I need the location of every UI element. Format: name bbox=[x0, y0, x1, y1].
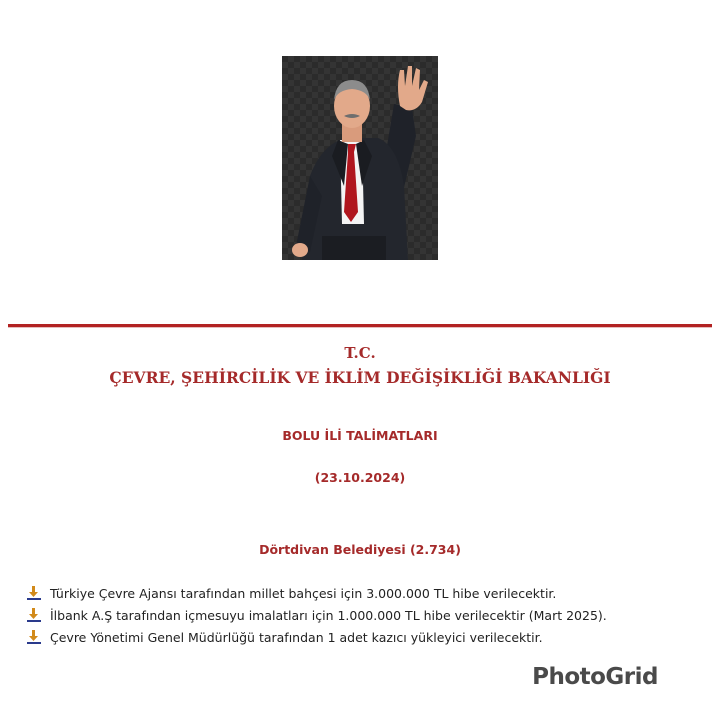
ministry-title: ÇEVRE, ŞEHİRCİLİK VE İKLİM DEĞİŞİKLİĞİ BAKANLIĞI bbox=[109, 368, 611, 387]
waving-man-illustration bbox=[282, 56, 438, 260]
list-item-text: Çevre Yönetimi Genel Müdürlüğü tarafından 1 adet kazıcı yükleyici verilecektir. bbox=[50, 629, 543, 645]
arrow-down-bullet-icon bbox=[26, 629, 42, 645]
portrait-photo bbox=[282, 56, 438, 260]
document-date: (23.10.2024) bbox=[314, 470, 406, 485]
arrow-down-bullet-icon bbox=[26, 607, 42, 623]
list-item bbox=[26, 604, 706, 626]
divider-rule-shadow bbox=[8, 327, 712, 328]
instructions-title: BOLU İLİ TALİMATLARI bbox=[282, 428, 438, 443]
arrow-down-bullet-icon bbox=[26, 585, 42, 601]
municipality-heading: Dörtdivan Belediyesi (2.734) bbox=[259, 542, 461, 557]
list-item-text: Türkiye Çevre Ajansı tarafından millet bahçesi için 3.000.000 TL hibe verilecektir. bbox=[50, 585, 557, 601]
instruction-list bbox=[26, 582, 706, 648]
list-item bbox=[26, 626, 706, 648]
photogrid-watermark: PhotoGrid bbox=[532, 664, 658, 690]
list-item bbox=[26, 582, 706, 604]
list-item-text: İlbank A.Ş tarafından içmesuyu imalatları için 1.000.000 TL hibe verilecektir (Mart 2025). bbox=[50, 607, 607, 623]
state-abbreviation: T.C. bbox=[344, 344, 376, 362]
